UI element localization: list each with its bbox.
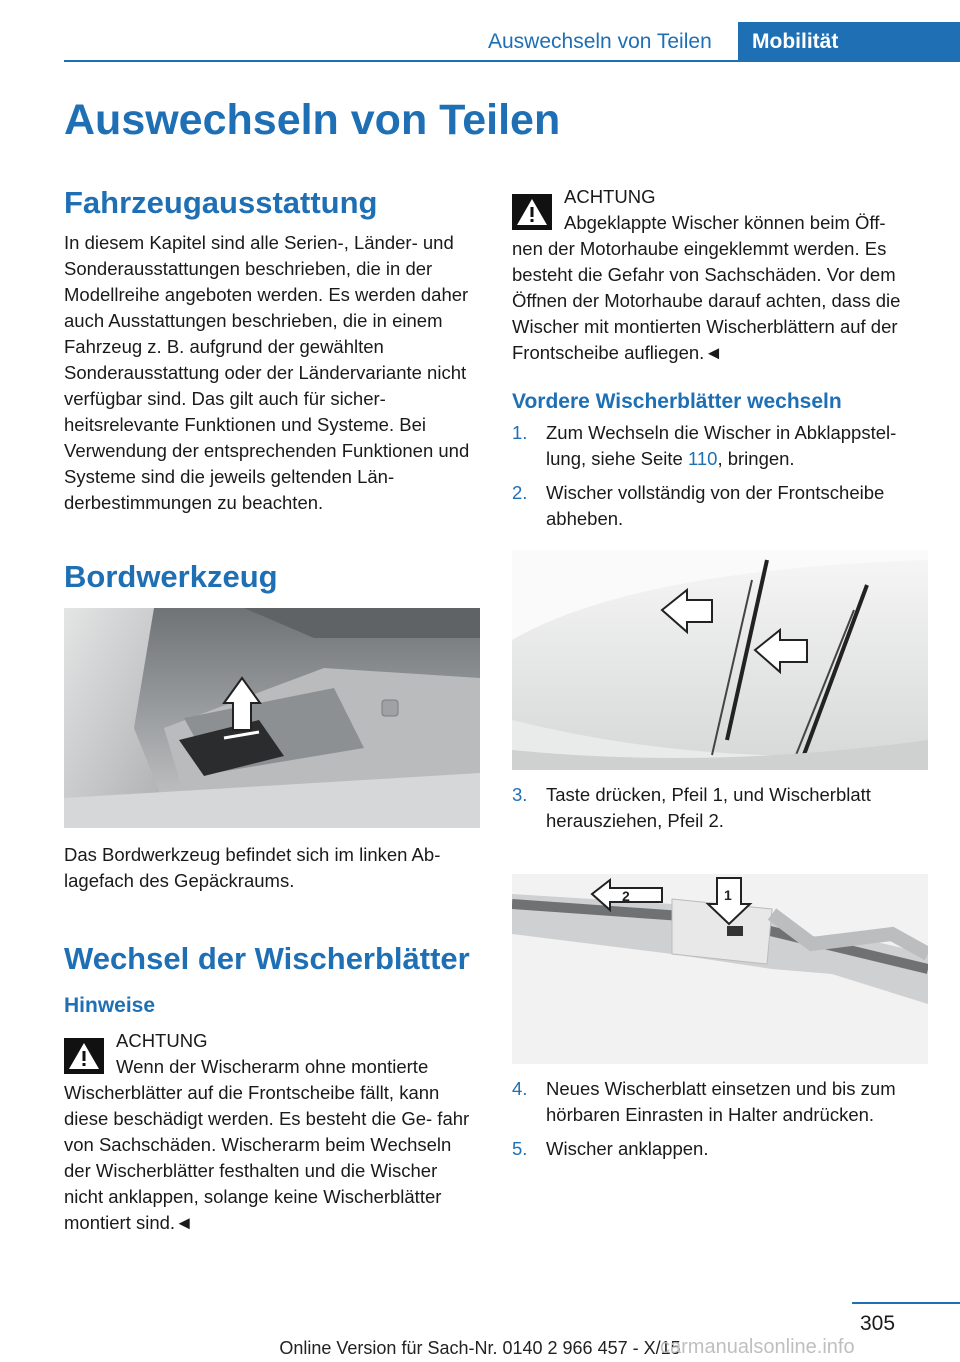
page-number: 305 [860, 1312, 896, 1335]
steps-list-b [512, 1076, 928, 1162]
arrow-1-label: 1 [724, 887, 732, 903]
step-number: 4. [512, 1078, 528, 1099]
footer-rule [852, 1302, 960, 1304]
warning-first-line: Wenn der Wischerarm ohne montierte [116, 1056, 429, 1077]
warning-title: ACHTUNG [116, 1030, 208, 1051]
heading-bordwerkzeug: Bordwerkzeug [64, 559, 278, 594]
bordwerkzeug-caption: Das Bordwerkzeug befindet sich im linken Ab- lagefach des Gepäckraums. [64, 844, 441, 891]
header-chapter-tab: Mobilität [738, 22, 960, 62]
warning-text: Wischerblätter auf die Frontscheibe fällt, kann diese beschädigt werden. Es besteht die Ge- fahr von Sachschäden. Wischerarm beim Wechseln der Wischerblätter festhalten und die Wischer nicht anklappen, solange keine Wischerblätter montiert sind.◄ [64, 1082, 470, 1233]
step-item [512, 480, 928, 532]
page-title: Auswechseln von Teilen [64, 96, 561, 144]
step-number: 5. [512, 1138, 528, 1159]
heading-fahrzeugausstattung: Fahrzeugausstattung [64, 185, 378, 220]
wiper-blade-image [512, 874, 928, 1064]
step-text-end: , bringen. [717, 448, 795, 469]
arrow-2-label: 2 [622, 888, 630, 904]
right-column [512, 184, 928, 1162]
steps-list-step3 [512, 782, 928, 834]
step-number: 3. [512, 784, 528, 805]
step-text: Taste drücken, Pfeil 1, und Wischerblatt herausziehen, Pfeil 2. [546, 784, 871, 831]
warning-text: nen der Motorhaube eingeklemmt werden. Es besteht die Gefahr von Sachschäden. Vor dem Öffnen der Motorhaube darauf achten, dass die Wischer mit montierten Wischerblättern auf der Frontscheibe aufliegen.◄ [512, 238, 901, 363]
warning-icon [512, 194, 552, 230]
header-section-title: Auswechseln von Teilen [488, 30, 712, 53]
left-column [64, 184, 480, 1236]
watermark: carmanualsonline.info [660, 1336, 855, 1358]
warning-block-2 [512, 184, 928, 366]
step-text: Wischer anklappen. [546, 1138, 709, 1159]
warning-first-line: Abgeklappte Wischer können beim Öff- [564, 212, 886, 233]
step-item [512, 420, 928, 472]
warning-icon [64, 1038, 104, 1074]
heading-hinweise: Hinweise [64, 994, 156, 1017]
footer-version-text: Online Version für Sach-Nr. 0140 2 966 457 - X/15 [279, 1338, 681, 1358]
step-item [512, 1136, 928, 1162]
warning-title: ACHTUNG [564, 186, 656, 207]
step-text: Zum Wechseln die Wischer in Abklappstel- lung, siehe Seite [546, 422, 897, 469]
bordwerkzeug-image [64, 608, 480, 828]
step-text: Wischer vollständig von der Frontscheibe abheben. [546, 482, 885, 529]
step-number: 1. [512, 422, 528, 443]
steps-list-a [512, 420, 928, 532]
page-reference-link[interactable]: 110 [687, 448, 718, 469]
fahrzeugausstattung-text: In diesem Kapitel sind alle Serien-, Länder- und Sonderausstattungen beschrieben, die in der Modellreihe angeboten werden. Es werden daher auch Ausstattungen beschrieben, die in einem Fahrzeug z. B. aufgrund der gewählten Sonderausstattung oder der Ländervariante nicht verfügbar sind. Das gilt auch für sicher- heitsrelevante Funktionen und Systeme. Bei Verwendung der entsprechenden Funktionen und Systeme sind die jeweils geltenden Län- derbestimmungen zu beachten. [64, 232, 470, 513]
step-text: Neues Wischerblatt einsetzen und bis zum hörbaren Einrasten in Halter andrücken. [546, 1078, 896, 1125]
heading-vordere-wischerblaetter: Vordere Wischerblätter wechseln [512, 390, 842, 413]
warning-block-1 [64, 1028, 480, 1236]
step-item [512, 1076, 928, 1128]
header-rule [64, 60, 960, 62]
step-item [512, 782, 928, 834]
heading-wechsel-wischerblaetter: Wechsel der Wischerblätter [64, 941, 470, 976]
windshield-wiper-image [512, 550, 928, 770]
step-number: 2. [512, 482, 528, 503]
